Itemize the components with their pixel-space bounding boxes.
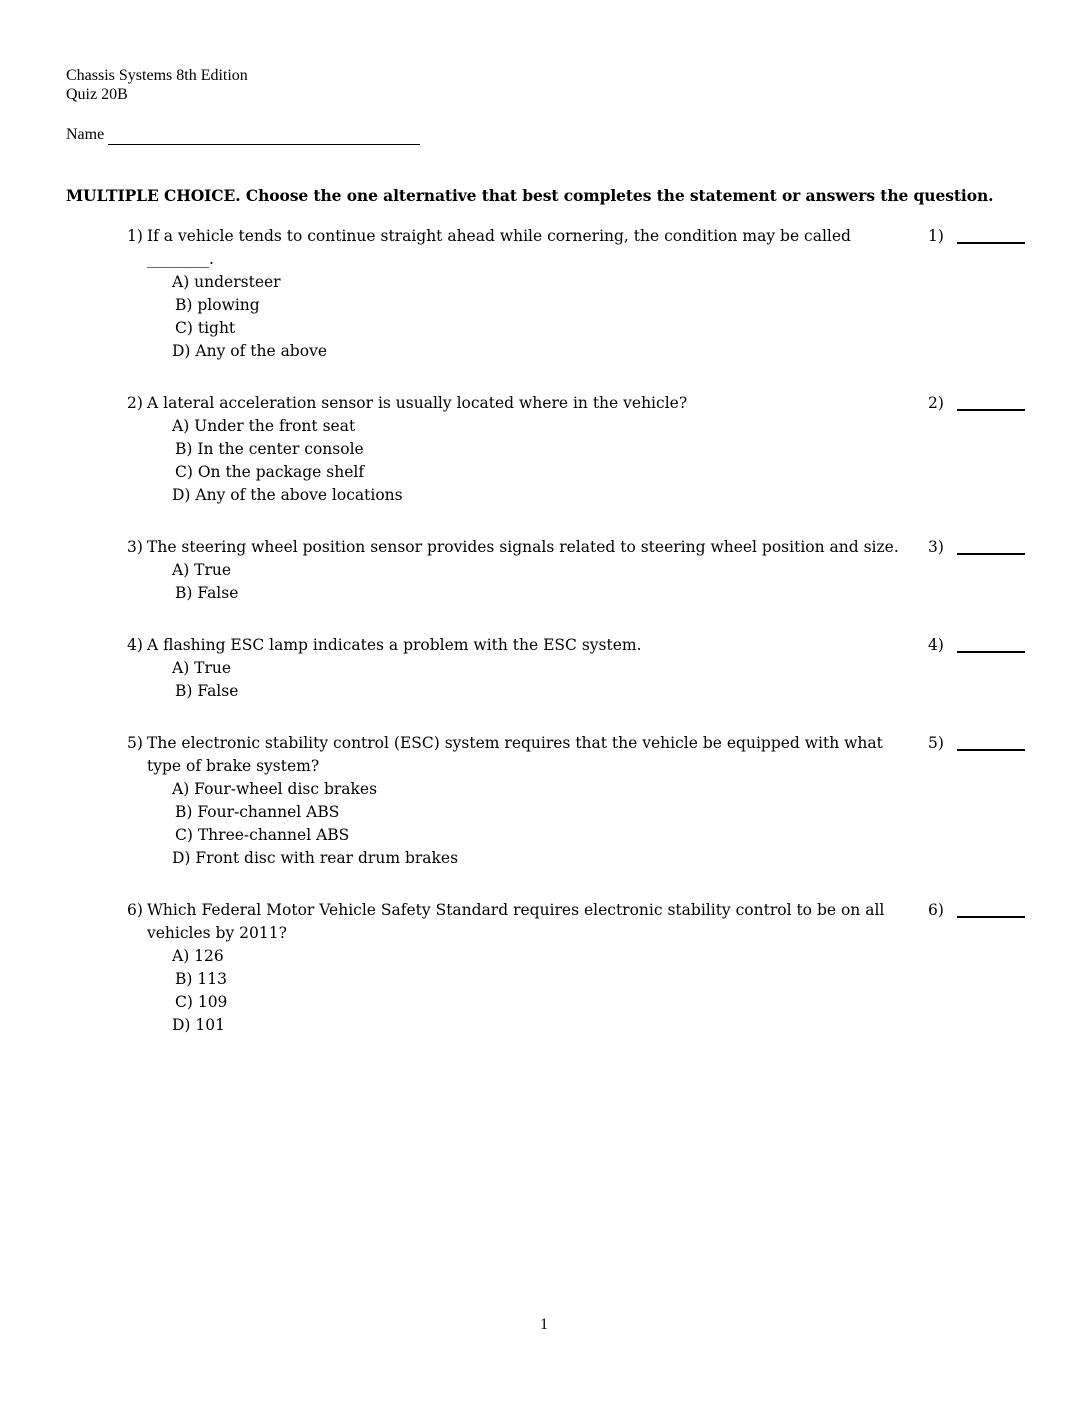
answer-option[interactable]: B) In the center console	[175, 440, 364, 458]
answer-number: 1)	[928, 227, 944, 245]
answer-option[interactable]: D) Any of the above locations	[172, 486, 403, 504]
answer-blank[interactable]	[957, 916, 1025, 918]
answer-blank[interactable]	[957, 553, 1025, 555]
answer-number: 2)	[928, 394, 944, 412]
question-text: vehicles by 2011?	[147, 924, 287, 942]
question-text: type of brake system?	[147, 757, 320, 775]
answer-option[interactable]: A) 126	[172, 947, 224, 965]
answer-option[interactable]: C) On the package shelf	[175, 463, 365, 481]
answer-option[interactable]: A) Under the front seat	[172, 417, 356, 435]
answer-blank[interactable]	[957, 651, 1025, 653]
answer-option[interactable]: B) plowing	[175, 296, 260, 314]
question-text: ________.	[147, 250, 214, 268]
answer-option[interactable]: C) 109	[175, 993, 228, 1011]
answer-option[interactable]: A) understeer	[172, 273, 281, 291]
question-text: A flashing ESC lamp indicates a problem with the ESC system.	[147, 636, 642, 654]
course-title: Chassis Systems 8th Edition	[66, 67, 248, 84]
question-number: 1)	[127, 227, 143, 245]
quiz-title: Quiz 20B	[66, 86, 128, 103]
answer-option[interactable]: D) Front disc with rear drum brakes	[172, 849, 459, 867]
question-text: If a vehicle tends to continue straight ahead while cornering, the condition may be called	[147, 227, 851, 245]
answer-option[interactable]: B) False	[175, 682, 239, 700]
answer-option[interactable]: D) 101	[172, 1016, 225, 1034]
question-text: A lateral acceleration sensor is usually located where in the vehicle?	[147, 394, 688, 412]
answer-blank[interactable]	[957, 409, 1025, 411]
answer-option[interactable]: A) True	[172, 561, 232, 579]
answer-blank[interactable]	[957, 242, 1025, 244]
question-number: 4)	[127, 636, 143, 654]
answer-option[interactable]: A) Four-wheel disc brakes	[172, 780, 378, 798]
answer-option[interactable]: B) False	[175, 584, 239, 602]
answer-option[interactable]: B) 113	[175, 970, 227, 988]
question-number: 2)	[127, 394, 143, 412]
instructions: MULTIPLE CHOICE. Choose the one alternative that best completes the statement or answers the question.	[66, 186, 994, 205]
name-label: Name	[66, 126, 105, 143]
question-text: The steering wheel position sensor provides signals related to steering wheel position and size.	[147, 538, 899, 556]
answer-number: 4)	[928, 636, 944, 654]
answer-option[interactable]: D) Any of the above	[172, 342, 327, 360]
question-text: Which Federal Motor Vehicle Safety Standard requires electronic stability control to be on all	[147, 901, 885, 919]
question-number: 3)	[127, 538, 143, 556]
name-field[interactable]	[108, 144, 420, 145]
answer-number: 5)	[928, 734, 944, 752]
answer-option[interactable]: B) Four-channel ABS	[175, 803, 340, 821]
answer-blank[interactable]	[957, 749, 1025, 751]
answer-option[interactable]: C) tight	[175, 319, 236, 337]
question-text: The electronic stability control (ESC) system requires that the vehicle be equipped with what	[147, 734, 883, 752]
answer-number: 3)	[928, 538, 944, 556]
question-number: 6)	[127, 901, 143, 919]
question-number: 5)	[127, 734, 143, 752]
answer-option[interactable]: A) True	[172, 659, 232, 677]
page-number: 1	[540, 1316, 548, 1333]
answer-number: 6)	[928, 901, 944, 919]
answer-option[interactable]: C) Three-channel ABS	[175, 826, 350, 844]
